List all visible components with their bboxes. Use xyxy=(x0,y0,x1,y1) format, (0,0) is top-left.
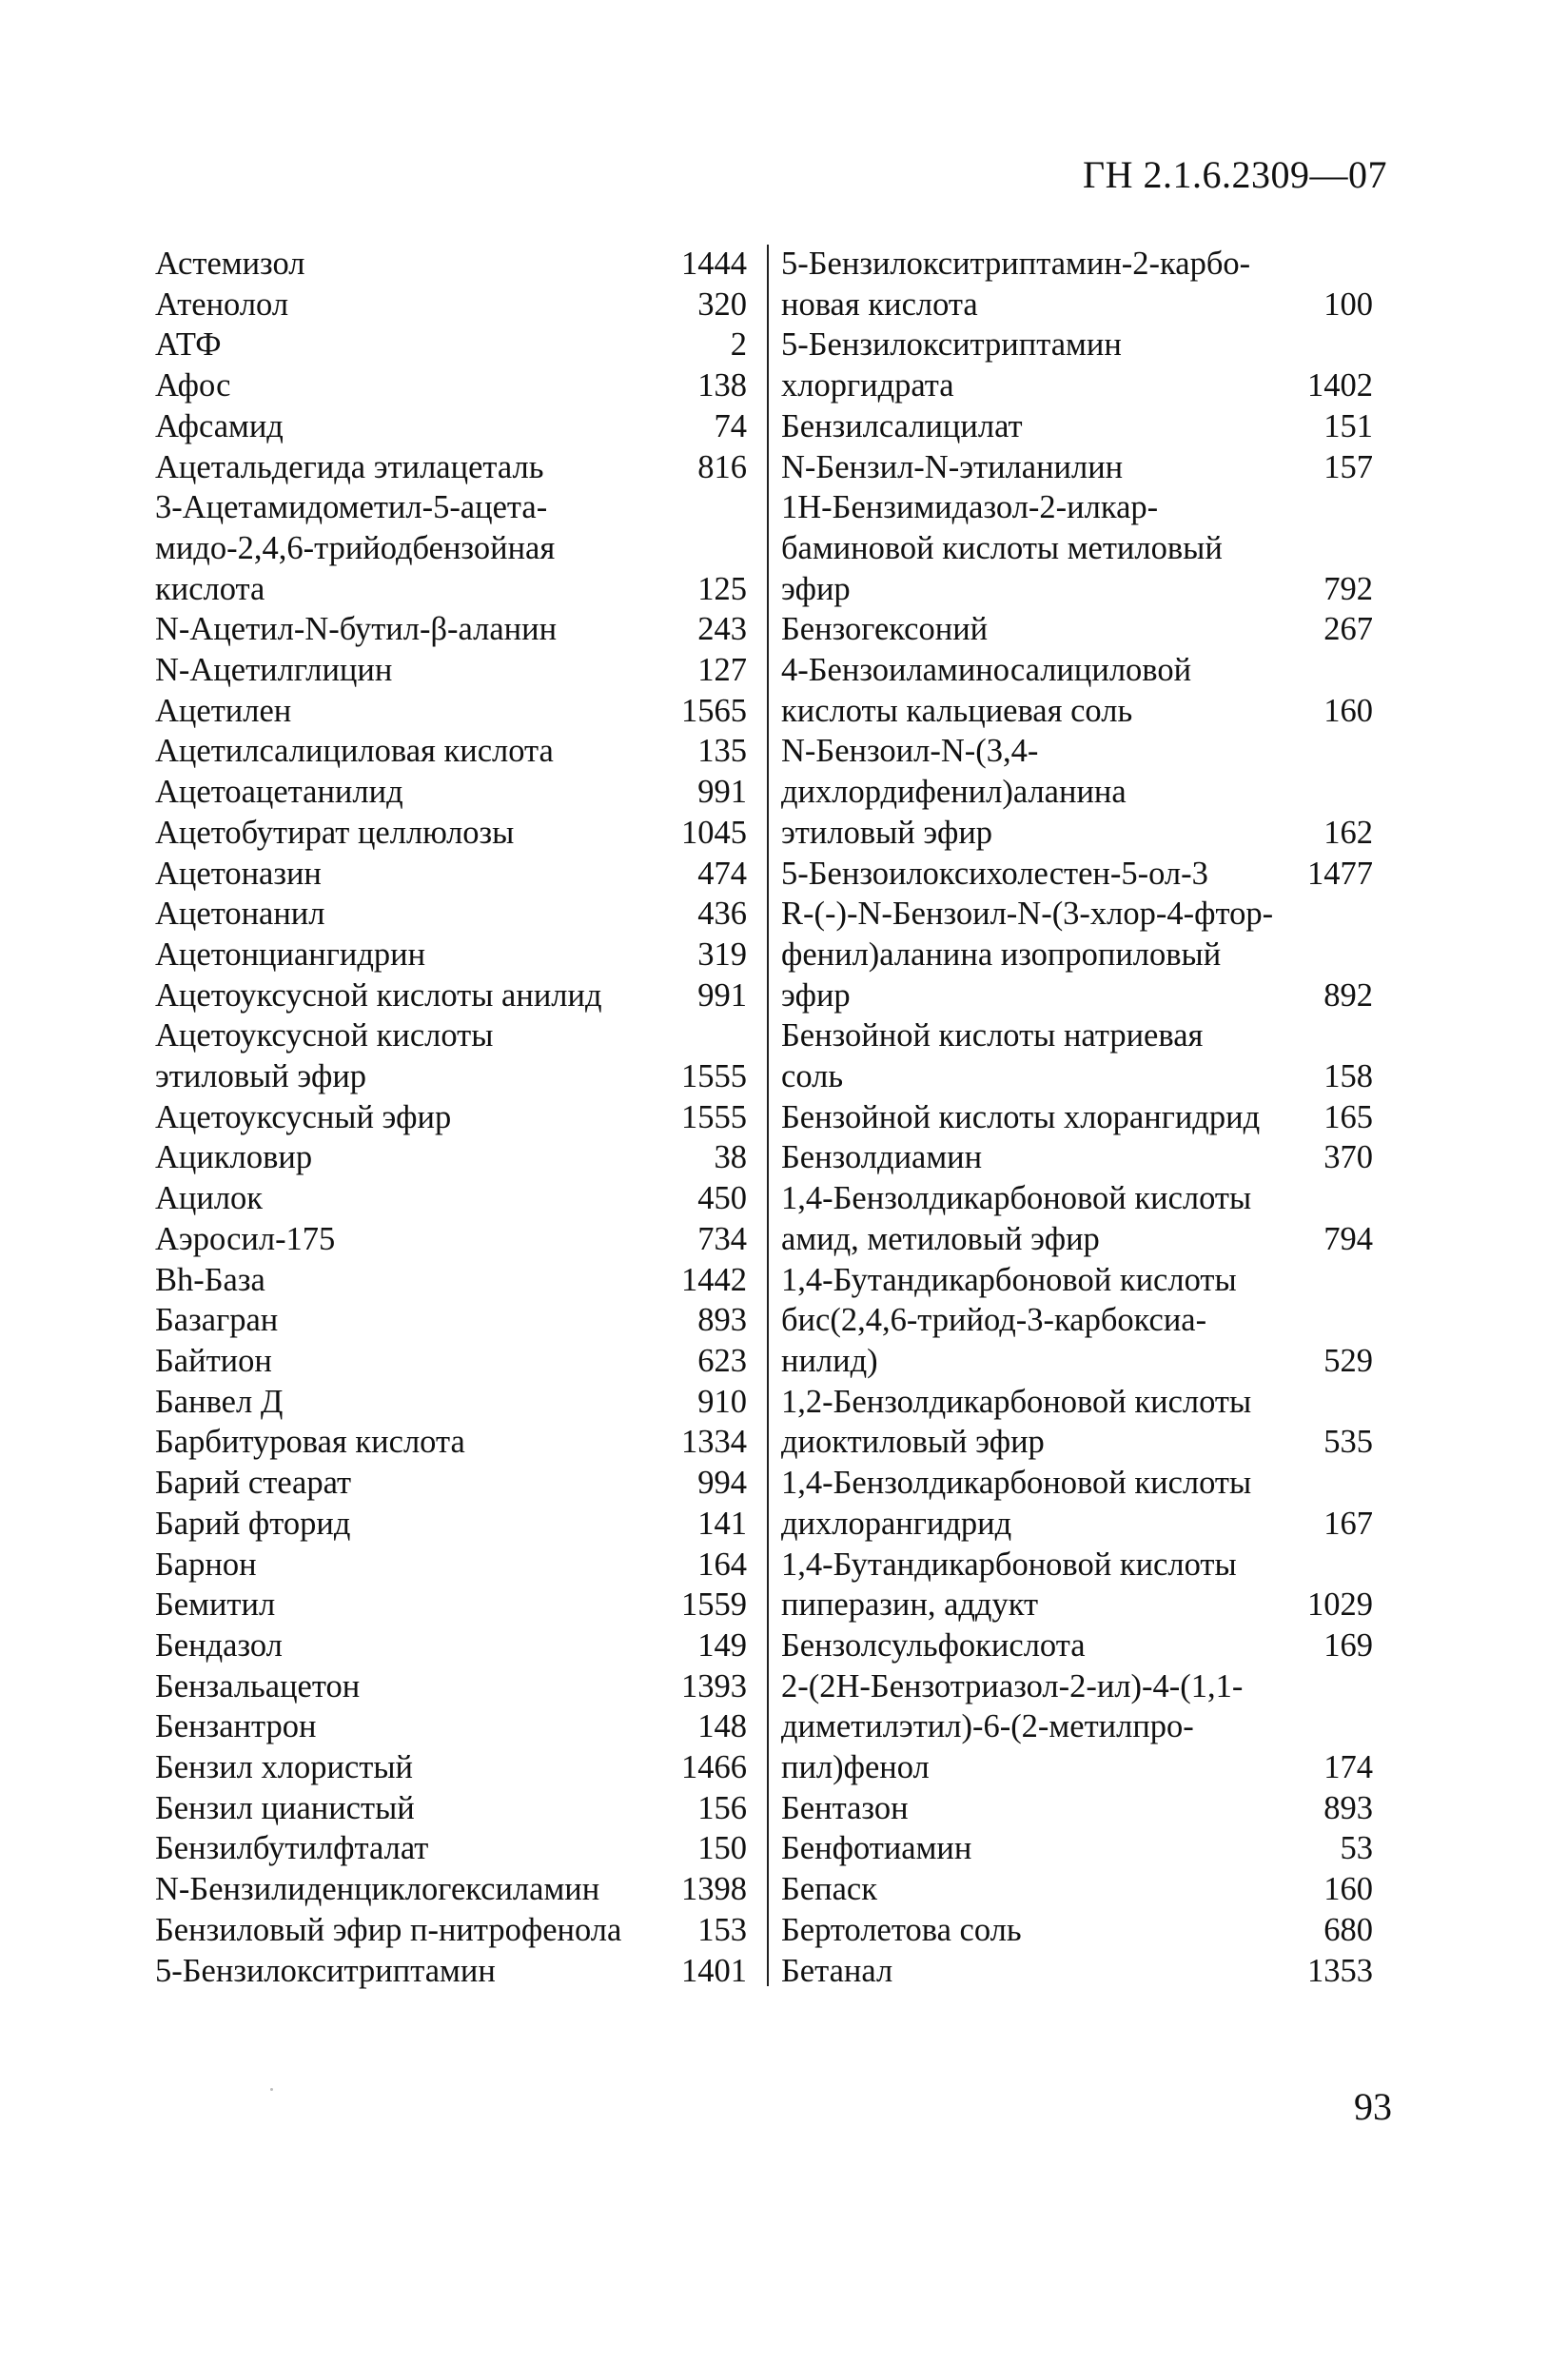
index-entry xyxy=(781,406,1373,447)
index-entry xyxy=(781,731,1373,853)
entry-name: Ацилок xyxy=(155,1180,264,1217)
index-entry xyxy=(781,447,1373,488)
index-entry xyxy=(781,487,1373,609)
entry-name: 1,2-Бензолдикарбоновой кислоты диоктиловый эфир xyxy=(781,1383,1252,1461)
entry-page-number: 816 xyxy=(697,448,747,485)
entry-page-number: 1402 xyxy=(1307,367,1373,404)
entry-page-number: 1565 xyxy=(681,692,747,729)
entry-name: Барий фторид xyxy=(155,1505,351,1542)
index-entry xyxy=(781,1951,1373,1992)
entry-name: Бенфотиамин xyxy=(781,1830,972,1867)
entry-page-number: 1444 xyxy=(681,246,747,282)
index-entry xyxy=(781,325,1373,405)
entry-page-number: 1393 xyxy=(681,1667,747,1704)
entry-page-number: 100 xyxy=(1323,286,1373,323)
entry-name: Бензальацетон xyxy=(155,1667,361,1704)
entry-name: Астемизол xyxy=(155,246,305,282)
index-entry xyxy=(155,1300,747,1341)
index-entry xyxy=(781,1625,1373,1666)
entry-page-number: 1401 xyxy=(681,1952,747,1989)
entry-page-number: 148 xyxy=(697,1708,747,1745)
entry-name: Ацетоуксусной кислоты этиловый эфир xyxy=(155,1017,494,1095)
entry-page-number: 165 xyxy=(1323,1098,1373,1135)
entry-page-number: 267 xyxy=(1323,611,1373,648)
entry-name: Ацетилсалициловая кислота xyxy=(155,733,554,770)
entry-name: Ацетоуксусной кислоты анилид xyxy=(155,976,602,1014)
entry-page-number: 892 xyxy=(1323,976,1373,1014)
index-entry xyxy=(155,406,747,447)
index-entry xyxy=(155,1706,747,1747)
index-entry xyxy=(155,1422,747,1463)
entry-name: Ацетоацетанилид xyxy=(155,774,403,811)
index-entry xyxy=(155,1625,747,1666)
entry-page-number: 158 xyxy=(1323,1058,1373,1095)
entry-page-number: 162 xyxy=(1323,814,1373,851)
entry-name: Байтион xyxy=(155,1342,272,1379)
index-entry xyxy=(781,1828,1373,1869)
entry-page-number: 156 xyxy=(697,1789,747,1826)
entry-page-number: 320 xyxy=(697,286,747,323)
entry-page-number: 370 xyxy=(1323,1139,1373,1176)
index-entry xyxy=(155,1666,747,1707)
index-entry xyxy=(155,1585,747,1625)
entry-name: 5-Бензоилоксихолестен-5-ол-3 xyxy=(781,855,1208,892)
index-entry xyxy=(155,1341,747,1382)
entry-page-number: 141 xyxy=(697,1505,747,1542)
index-entry xyxy=(155,1137,747,1178)
entry-name: Барнон xyxy=(155,1546,257,1583)
document-code-header: ГН 2.1.6.2309—07 xyxy=(1082,153,1387,196)
entry-page-number: 1029 xyxy=(1307,1586,1373,1624)
index-entry xyxy=(155,854,747,895)
entry-name: R-(-)-N-Бензоил-N-(3-хлор-4-фтор- фенил)аланина изопропиловый эфир xyxy=(781,896,1274,1014)
entry-name: АТФ xyxy=(155,326,222,364)
entry-page-number: 167 xyxy=(1323,1505,1373,1542)
entry-page-number: 1555 xyxy=(681,1098,747,1135)
index-entry xyxy=(155,1869,747,1910)
index-entry xyxy=(781,1260,1373,1382)
index-entry xyxy=(781,1545,1373,1625)
entry-page-number: 436 xyxy=(697,896,747,933)
entry-page-number: 792 xyxy=(1323,570,1373,607)
entry-page-number: 127 xyxy=(697,652,747,689)
index-entry xyxy=(155,894,747,935)
entry-page-number: 734 xyxy=(697,1220,747,1257)
index-entry xyxy=(155,1545,747,1586)
index-entry xyxy=(781,1788,1373,1829)
index-entry xyxy=(155,1504,747,1545)
entry-name: Бензил хлористый xyxy=(155,1749,413,1786)
entry-name: Бепаск xyxy=(781,1871,877,1908)
entry-name: Бентазон xyxy=(781,1789,909,1826)
entry-page-number: 149 xyxy=(697,1626,747,1664)
entry-name: N-Бензоил-N-(3,4- дихлордифенил)аланина этиловый эфир xyxy=(781,733,1127,851)
index-entry xyxy=(155,365,747,406)
entry-name: Ацетобутират целлюлозы xyxy=(155,814,515,851)
entry-name: Барбитуровая кислота xyxy=(155,1424,465,1461)
index-entry xyxy=(155,1382,747,1423)
entry-name: Аэросил-175 xyxy=(155,1220,336,1257)
entry-page-number: 529 xyxy=(1323,1342,1373,1379)
index-entry xyxy=(155,1015,747,1096)
entry-name: Базагран xyxy=(155,1302,279,1339)
entry-name: Ацикловир xyxy=(155,1139,313,1176)
entry-name: Ацетонанил xyxy=(155,896,325,933)
index-entry xyxy=(155,447,747,488)
index-entry xyxy=(781,244,1373,325)
entry-name: Ацетоуксусный эфир xyxy=(155,1098,452,1135)
entry-name: N-Ацетил-N-бутил-β-аланин xyxy=(155,611,558,648)
index-entry xyxy=(781,1869,1373,1910)
index-entry xyxy=(155,813,747,854)
index-entry xyxy=(155,1260,747,1301)
entry-page-number: 1442 xyxy=(681,1261,747,1298)
index-entry xyxy=(781,1015,1373,1096)
entry-name: N-Бензил-N-этиланилин xyxy=(781,448,1124,485)
entry-name: 2-(2Н-Бензотриазол-2-ил)-4-(1,1- диметилэтил)-6-(2-метилпро- пил)фенол xyxy=(781,1667,1244,1786)
entry-page-number: 174 xyxy=(1323,1749,1373,1786)
entry-name: Бензолсульфокислота xyxy=(781,1626,1086,1664)
entry-name: Бензил цианистый xyxy=(155,1789,415,1826)
index-entry xyxy=(781,1097,1373,1138)
index-entry xyxy=(155,244,747,285)
index-entry xyxy=(155,487,747,609)
entry-page-number: 153 xyxy=(697,1911,747,1948)
entry-name: Бензилбутилфталат xyxy=(155,1830,429,1867)
entry-name: 1,4-Бензолдикарбоновой кислоты дихлорангидрид xyxy=(781,1465,1252,1542)
entry-page-number: 157 xyxy=(1323,448,1373,485)
index-entry xyxy=(155,285,747,325)
index-entry xyxy=(155,1910,747,1951)
entry-name: Барий стеарат xyxy=(155,1465,352,1502)
entry-name: Афсамид xyxy=(155,407,284,444)
entry-name: 5-Бензилокситриптамин хлоргидрата xyxy=(781,326,1122,404)
index-entry xyxy=(155,1828,747,1869)
index-entry xyxy=(155,691,747,732)
index-entry xyxy=(781,894,1373,1015)
entry-name: Бензолдиамин xyxy=(781,1139,983,1176)
index-entry xyxy=(155,1747,747,1788)
entry-page-number: 991 xyxy=(697,976,747,1014)
index-entry xyxy=(781,1463,1373,1544)
entry-page-number: 160 xyxy=(1323,692,1373,729)
entry-name: Бертолетова соль xyxy=(781,1911,1022,1948)
entry-page-number: 319 xyxy=(697,936,747,973)
entry-name: Bh-База xyxy=(155,1261,265,1298)
index-entry xyxy=(155,1219,747,1260)
entry-name: Бензилсалицилат xyxy=(781,407,1023,444)
entry-name: 1Н-Бензимидазол-2-илкар- баминовой кислоты метиловый эфир xyxy=(781,489,1223,607)
index-entry xyxy=(155,1097,747,1138)
entry-name: Ацетальдегида этилацеталь xyxy=(155,448,544,485)
entry-page-number: 1466 xyxy=(681,1749,747,1786)
entry-page-number: 135 xyxy=(697,733,747,770)
entry-page-number: 1477 xyxy=(1307,855,1373,892)
entry-page-number: 160 xyxy=(1323,1871,1373,1908)
entry-name: Ацетоназин xyxy=(155,855,322,892)
entry-name: Бензойной кислоты хлорангидрид xyxy=(781,1098,1261,1135)
entry-name: 5-Бензилокситриптамин-2-карбо- новая кислота xyxy=(781,246,1251,323)
entry-name: Бемитил xyxy=(155,1586,276,1624)
entry-name: Банвел Д xyxy=(155,1383,284,1420)
entry-page-number: 680 xyxy=(1323,1911,1373,1948)
page-number: 93 xyxy=(1354,2085,1392,2128)
index-entry xyxy=(781,650,1373,731)
index-entry xyxy=(155,609,747,650)
left-index-column xyxy=(155,244,747,1991)
entry-page-number: 1559 xyxy=(681,1586,747,1624)
entry-page-number: 623 xyxy=(697,1342,747,1379)
entry-page-number: 243 xyxy=(697,611,747,648)
index-entry xyxy=(155,1951,747,1992)
entry-page-number: 910 xyxy=(697,1383,747,1420)
index-entry xyxy=(155,650,747,691)
entry-page-number: 535 xyxy=(1323,1424,1373,1461)
entry-page-number: 893 xyxy=(697,1302,747,1339)
entry-name: Бетанал xyxy=(781,1952,893,1989)
index-entry xyxy=(155,325,747,365)
entry-name: 1,4-Бутандикарбоновой кислоты бис(2,4,6-трийод-3-карбоксиа- нилид) xyxy=(781,1261,1237,1379)
entry-page-number: 74 xyxy=(714,407,747,444)
index-entry xyxy=(781,854,1373,895)
entry-page-number: 38 xyxy=(714,1139,747,1176)
entry-name: 4-Бензоиламиносалициловой кислоты кальциевая соль xyxy=(781,652,1192,729)
entry-name: Ацетилен xyxy=(155,692,292,729)
index-entry xyxy=(155,1178,747,1219)
index-entry xyxy=(781,1137,1373,1178)
index-entry xyxy=(155,1463,747,1504)
index-entry xyxy=(155,772,747,813)
entry-page-number: 994 xyxy=(697,1465,747,1502)
entry-page-number: 991 xyxy=(697,774,747,811)
entry-name: Бендазол xyxy=(155,1626,283,1664)
entry-page-number: 169 xyxy=(1323,1626,1373,1664)
entry-page-number: 2 xyxy=(730,326,747,364)
index-entry xyxy=(155,731,747,772)
entry-name: N-Бензилиденциклогексиламин xyxy=(155,1871,600,1908)
entry-name: 3-Ацетамидометил-5-ацета- мидо-2,4,6-трийодбензойная кислота xyxy=(155,489,556,607)
index-entry xyxy=(155,935,747,975)
entry-page-number: 150 xyxy=(697,1830,747,1867)
entry-page-number: 1353 xyxy=(1307,1952,1373,1989)
entry-page-number: 53 xyxy=(1340,1830,1373,1867)
entry-name: Бензойной кислоты натриевая соль xyxy=(781,1017,1204,1095)
entry-name: Бензиловый эфир п-нитрофенола xyxy=(155,1911,622,1948)
entry-page-number: 125 xyxy=(697,570,747,607)
entry-page-number: 893 xyxy=(1323,1789,1373,1826)
index-entry xyxy=(155,1788,747,1829)
index-entry xyxy=(781,609,1373,650)
entry-name: 5-Бензилокситриптамин xyxy=(155,1952,496,1989)
index-entry xyxy=(781,1910,1373,1951)
entry-page-number: 794 xyxy=(1323,1220,1373,1257)
entry-name: Бензогексоний xyxy=(781,611,989,648)
entry-name: Ацетонциангидрин xyxy=(155,936,426,973)
entry-name: 1,4-Бензолдикарбоновой кислоты амид, метиловый эфир xyxy=(781,1180,1252,1257)
right-index-column xyxy=(781,244,1373,1991)
column-divider xyxy=(767,245,769,1986)
entry-page-number: 1398 xyxy=(681,1871,747,1908)
entry-name: Атенолол xyxy=(155,286,289,323)
entry-page-number: 151 xyxy=(1323,407,1373,444)
entry-page-number: 1045 xyxy=(681,814,747,851)
entry-page-number: 474 xyxy=(697,855,747,892)
index-entry xyxy=(781,1178,1373,1259)
index-entry xyxy=(155,975,747,1016)
entry-page-number: 1334 xyxy=(681,1424,747,1461)
entry-page-number: 450 xyxy=(697,1180,747,1217)
entry-name: Афос xyxy=(155,367,231,404)
entry-page-number: 138 xyxy=(697,367,747,404)
scan-speck xyxy=(270,2088,273,2091)
entry-name: 1,4-Бутандикарбоновой кислоты пиперазин, аддукт xyxy=(781,1546,1237,1624)
entry-name: N-Ацетилглицин xyxy=(155,652,393,689)
entry-page-number: 1555 xyxy=(681,1058,747,1095)
entry-name: Бензантрон xyxy=(155,1708,317,1745)
entry-page-number: 164 xyxy=(697,1546,747,1583)
index-entry xyxy=(781,1666,1373,1788)
index-entry xyxy=(781,1382,1373,1463)
